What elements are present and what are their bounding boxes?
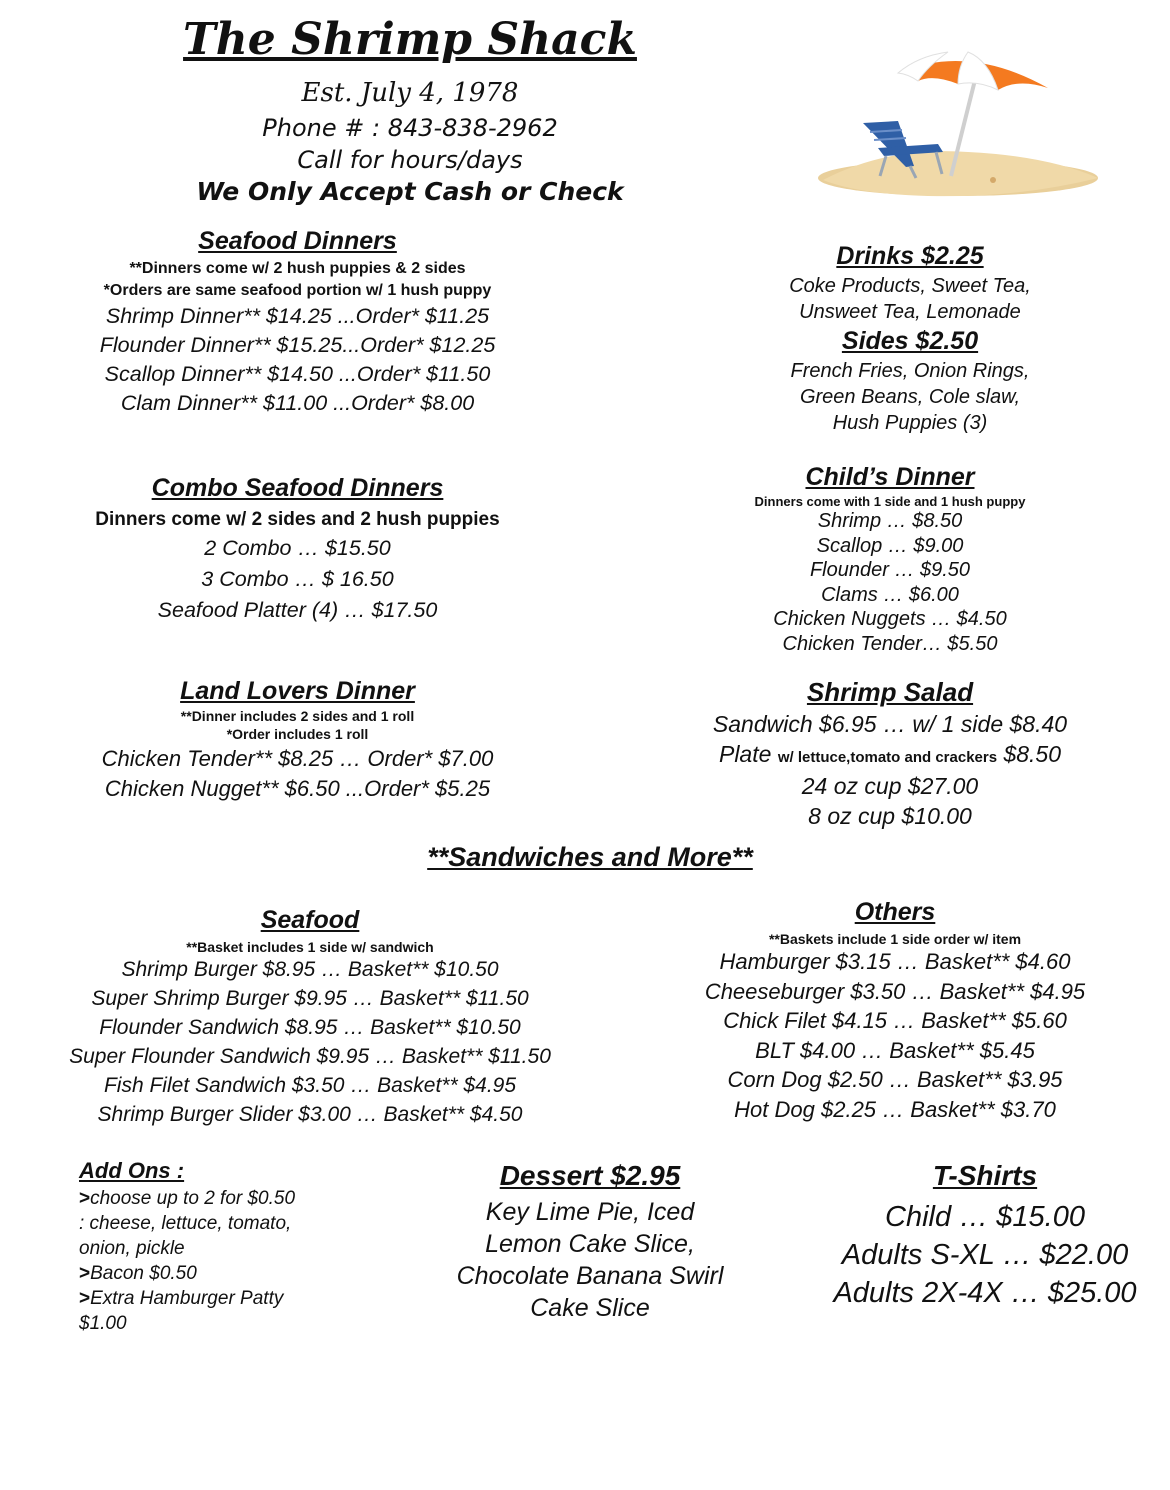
plate-detail: w/ lettuce,tomato and crackers: [777, 748, 998, 766]
add-on-line: : cheese, lettuce, tomato,: [79, 1213, 292, 1234]
menu-item: Flounder Dinner** $15.25...Order* $12.25: [99, 333, 496, 357]
dessert-heading: Dessert $2.95: [499, 1160, 681, 1191]
add-on-line: >choose up to 2 for $0.50: [79, 1188, 296, 1209]
sides-heading: Sides $2.50: [841, 327, 979, 355]
drinks-section: [730, 242, 1090, 436]
seafood-sandwiches-note: **Basket includes 1 side w/ sandwich: [186, 939, 434, 955]
menu-item: Flounder … $9.50: [809, 559, 971, 581]
tshirts-section: [820, 1160, 1150, 1312]
menu-item: 3 Combo … $ 16.50: [201, 567, 394, 591]
add-ons-heading: Add Ons :: [79, 1158, 185, 1183]
seafood-sandwiches-heading: Seafood: [260, 906, 360, 934]
menu-item: Seafood Platter (4) … $17.50: [157, 598, 438, 622]
menu-item: Sandwich $6.95 … w/ 1 side $8.40: [712, 711, 1068, 737]
land-lovers-note: **Dinner includes 2 sides and 1 roll: [180, 708, 415, 724]
tshirt-item: Adults S-XL … $22.00: [841, 1239, 1129, 1271]
menu-item: 2 Combo … $15.50: [204, 536, 391, 560]
plate-price: $8.50: [1003, 740, 1062, 767]
drinks-heading: Drinks $2.25: [836, 242, 984, 270]
seafood-dinners-heading: Seafood Dinners: [198, 227, 397, 255]
dessert-section: [430, 1160, 750, 1324]
seafood-dinners-note: *Orders are same seafood portion w/ 1 hush puppy: [103, 282, 492, 299]
menu-item: Chicken Nugget** $6.50 ...Order* $5.25: [104, 775, 491, 801]
add-ons-section: [79, 1158, 379, 1336]
shrimp-salad-section: [660, 677, 1120, 831]
menu-item: Super Flounder Sandwich $9.95 … Basket** $11.50: [69, 1045, 551, 1068]
sandwiches-title: **Sandwiches and More**: [427, 842, 753, 872]
payment-note: We Only Accept Cash or Check: [196, 177, 624, 206]
seafood-dinners-section: [40, 227, 555, 418]
land-lovers-section: [20, 677, 575, 803]
shrimp-salad-heading: Shrimp Salad: [806, 677, 974, 707]
dessert-line: Key Lime Pie, Iced: [485, 1198, 695, 1226]
menu-item: Shrimp … $8.50: [817, 510, 963, 532]
others-section: [660, 898, 1130, 1124]
phone-number: Phone # : 843-838-2962: [262, 114, 558, 142]
tshirt-item: Child … $15.00: [885, 1201, 1085, 1233]
seafood-dinners-note: **Dinners come w/ 2 hush puppies & 2 sides: [129, 260, 466, 277]
add-on-line: onion, pickle: [79, 1238, 185, 1259]
menu-item: Shrimp Dinner** $14.25 ...Order* $11.25: [105, 304, 490, 328]
menu-item: Chicken Tender… $5.50: [782, 632, 998, 655]
drinks-line: Coke Products, Sweet Tea,: [789, 275, 1031, 297]
dessert-line: Lemon Cake Slice,: [485, 1230, 695, 1258]
menu-item: Hamburger $3.15 … Basket** $4.60: [719, 949, 1071, 974]
child-dinner-heading: Child’s Dinner: [805, 463, 975, 491]
restaurant-title: The Shrimp Shack: [183, 14, 637, 65]
combo-dinners-note: Dinners come w/ 2 sides and 2 hush puppies: [95, 509, 500, 530]
menu-item: BLT $4.00 … Basket** $5.45: [755, 1037, 1035, 1063]
menu-item: Chicken Tender** $8.25 … Order* $7.00: [101, 746, 494, 771]
beach-umbrella-chair-icon: [818, 48, 1100, 198]
menu-item: Flounder Sandwich $8.95 … Basket** $10.50: [99, 1016, 521, 1039]
land-lovers-heading: Land Lovers Dinner: [180, 677, 415, 705]
menu-item: 24 oz cup $27.00: [801, 773, 979, 799]
sides-line: French Fries, Onion Rings,: [790, 360, 1030, 382]
menu-item: Scallop Dinner** $14.50 ...Order* $11.50: [104, 362, 491, 386]
menu-item: Shrimp Burger $8.95 … Basket** $10.50: [121, 958, 499, 981]
add-on-line: $1.00: [79, 1313, 127, 1334]
child-dinner-section: [700, 463, 1080, 656]
sides-line: Green Beans, Cole slaw,: [799, 386, 1021, 408]
sides-line: Hush Puppies (3): [832, 412, 988, 434]
others-note: **Baskets include 1 side order w/ item: [768, 931, 1022, 947]
seafood-sandwiches-section: [40, 906, 580, 1129]
tshirts-heading: T-Shirts: [932, 1160, 1038, 1191]
menu-item: Clams … $6.00: [821, 583, 959, 606]
dessert-line: Chocolate Banana Swirl: [456, 1262, 724, 1290]
menu-item: Clam Dinner** $11.00 ...Order* $8.00: [120, 391, 475, 415]
others-heading: Others: [854, 898, 936, 926]
menu-item: Fish Filet Sandwich $3.50 … Basket** $4.95: [103, 1074, 517, 1097]
combo-dinners-section: [40, 474, 555, 626]
add-on-line: >Bacon $0.50: [79, 1263, 197, 1284]
menu-item: 8 oz cup $10.00: [808, 802, 972, 829]
tshirt-item: Adults 2X-4X … $25.00: [833, 1277, 1137, 1309]
established-date: Est. July 4, 1978: [301, 78, 519, 108]
menu-item: Chick Filet $4.15 … Basket** $5.60: [723, 1008, 1067, 1033]
menu-item: Hot Dog $2.25 … Basket** $3.70: [734, 1096, 1056, 1122]
menu-item: Cheeseburger $3.50 … Basket** $4.95: [704, 978, 1086, 1004]
child-dinner-note: Dinners come with 1 side and 1 hush puppy: [754, 494, 1026, 509]
menu-item: Super Shrimp Burger $9.95 … Basket** $11.50: [91, 987, 529, 1010]
menu-item: Scallop … $9.00: [816, 534, 964, 557]
combo-dinners-heading: Combo Seafood Dinners: [151, 474, 444, 502]
plate-label: Plate: [718, 740, 772, 767]
drinks-line: Unsweet Tea, Lemonade: [799, 301, 1021, 323]
dessert-line: Cake Slice: [530, 1294, 650, 1322]
menu-item: [660, 740, 1120, 773]
land-lovers-note: *Order includes 1 roll: [226, 726, 369, 742]
add-on-line: >Extra Hamburger Patty: [79, 1288, 284, 1309]
menu-item: Corn Dog $2.50 … Basket** $3.95: [727, 1067, 1063, 1092]
hours-note: Call for hours/days: [297, 146, 523, 174]
menu-item: Chicken Nuggets … $4.50: [773, 608, 1007, 630]
menu-item: Shrimp Burger Slider $3.00 … Basket** $4.50: [97, 1103, 523, 1126]
